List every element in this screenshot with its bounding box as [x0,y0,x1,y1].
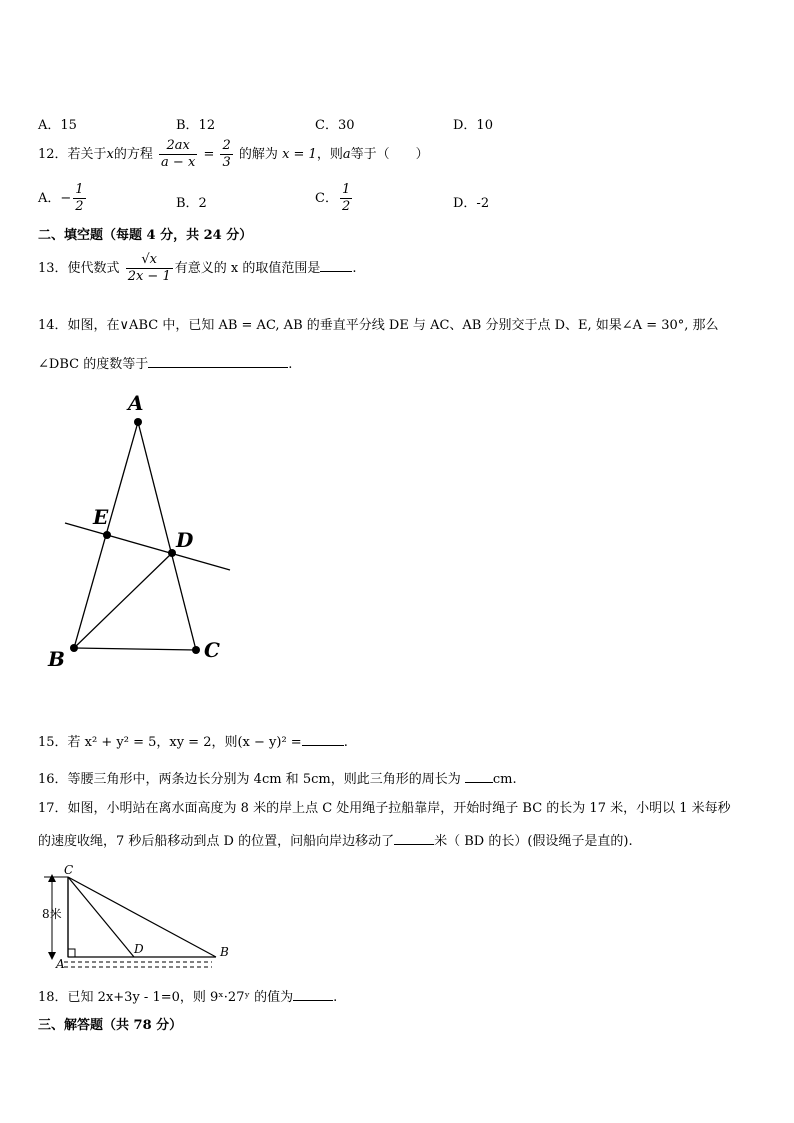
label-c: C [204,638,220,662]
point-e [103,531,111,539]
side-bc [74,648,196,650]
q16-question: 16．等腰三角形中，两条边长分别为 4cm 和 5cm，则此三角形的周长为 cm. [38,772,517,787]
q15-question: 15．若 x² + y² = 5，xy = 2，则(x − y)² = . [38,735,348,750]
label-e: E [93,505,109,529]
label-c: C [64,863,74,877]
section-heading-answers: 三、解答题（共 78 分） [38,1018,183,1033]
q12-question: 12．若关于x的方程 $\frac{2ax}{a - x}$ = $\frac{2}{3}$ 的解为 x = 1，则a等于（ ） [38,138,429,170]
label-a: A [128,391,144,415]
point-b [70,644,78,652]
q11-option-d: D．10 [453,118,493,133]
q14-line-1: 14．如图，在∨ABC 中，已知 AB = AC, AB 的垂直平分线 DE 与 AC、AB 分别交于点 D、E, 如果∠A = 30°, 那么 [38,318,719,333]
label-b: B [220,945,229,959]
label-d: D [176,528,194,552]
q12-option-b: B．2 [176,196,207,211]
label-a: A [56,957,65,971]
q12-option-d: D．-2 [453,196,490,211]
q13-question: 13．使代数式 $\frac{√x}{2x - 1}$ 有意义的 x 的取值范围是 . [38,252,357,284]
label-height: 8米 [42,907,62,921]
q11-option-a: A．15 [38,118,77,133]
q16-answer-blank[interactable] [465,770,493,783]
point-d [168,549,176,557]
q17-shore-figure [36,860,236,975]
q18-answer-blank[interactable] [293,988,333,1001]
q12-fraction-2: $\frac{2}{3}$ [222,138,231,170]
q15-answer-blank[interactable] [302,733,344,746]
q13-answer-blank[interactable] [320,259,352,272]
segment-bd [74,553,172,648]
q17-line-1: 17．如图，小明站在离水面高度为 8 米的岸上点 C 处用绳子拉船靠岸，开始时绳子 BC 的长为 17 米，小明以 1 米每秒 [38,801,731,816]
q11-option-c: C．30 [315,118,355,133]
q12-option-a: A．− $\frac{1}{2}$ [38,182,84,214]
q17-line-2: 的速度收绳，7 秒后船移动到点 D 的位置，问船向岸边移动了 米（ BD 的长）(假设绳子是直的). [38,834,633,849]
label-d: D [134,942,144,956]
point-a [134,418,142,426]
q14-answer-blank[interactable] [148,355,288,368]
q12-option-c: C． $\frac{1}{2}$ [315,182,351,214]
q14-line-2: ∠DBC 的度数等于 . [38,357,293,372]
q14-triangle-figure [40,390,260,680]
perpendicular-bisector-de [65,523,230,570]
rope-cd [68,877,134,957]
q18-question: 18．已知 2x+3y - 1=0，则 9ˣ·27ʸ 的值为 . [38,990,338,1005]
label-b: B [48,647,65,671]
q13-fraction: $\frac{√x}{2x - 1}$ [127,252,171,284]
point-c [192,646,200,654]
q12-fraction-1: $\frac{2ax}{a - x}$ [161,138,196,170]
q17-answer-blank[interactable] [394,832,434,845]
q11-option-b: B．12 [176,118,216,133]
section-heading-fill-in: 二、填空题（每题 4 分，共 24 分） [38,228,253,243]
